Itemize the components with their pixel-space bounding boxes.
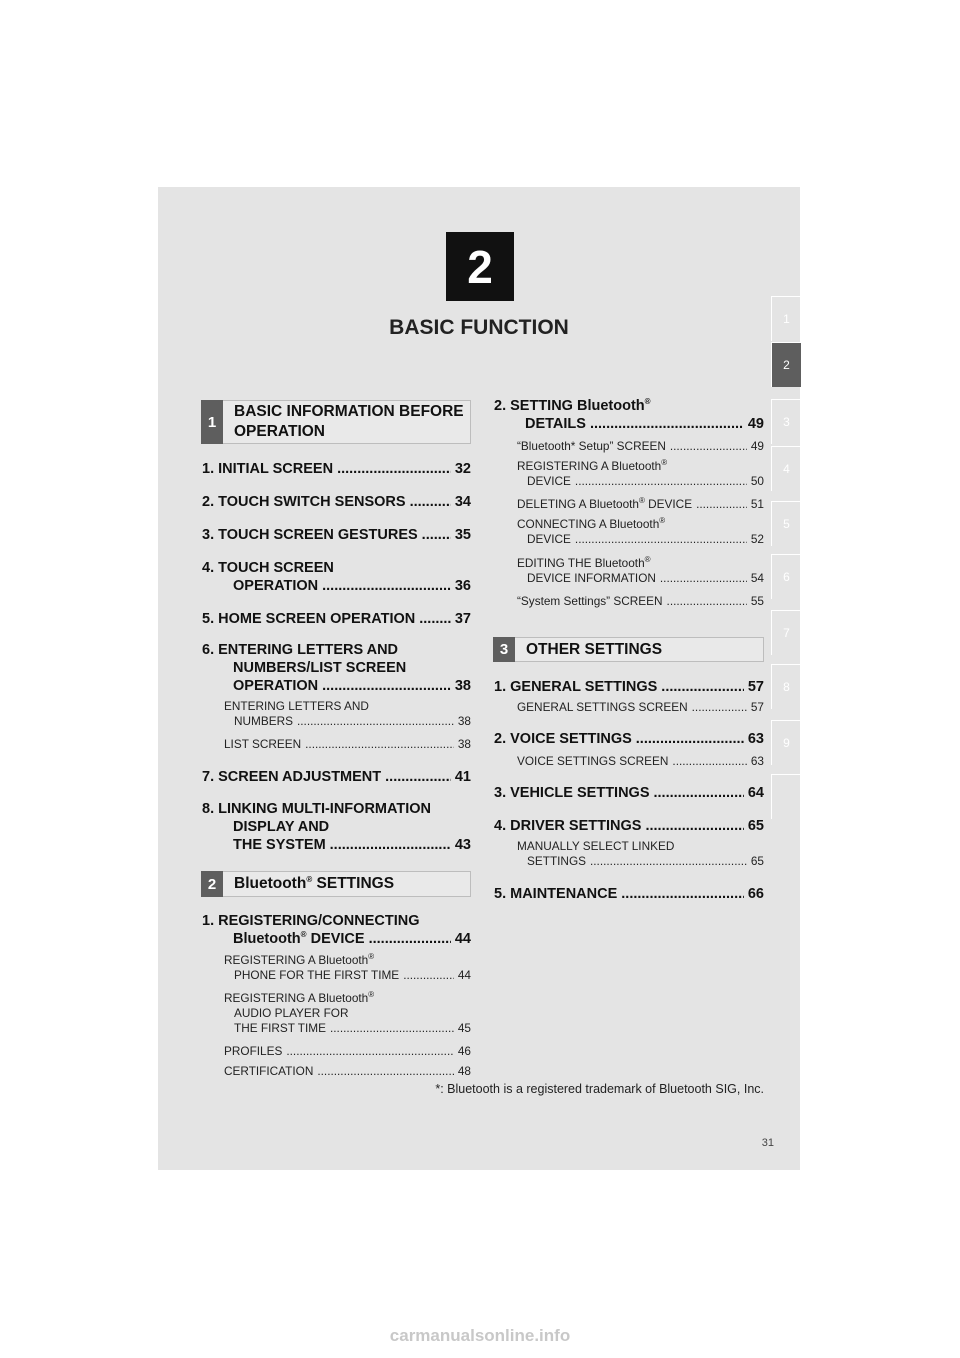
toc-entry[interactable]	[494, 730, 764, 748]
toc-subentry-title: REGISTERING A Bluetooth®	[224, 952, 375, 967]
toc-entry-title: 1. GENERAL SETTINGS	[494, 679, 658, 695]
toc-entry-title: 4. TOUCH SCREEN	[202, 560, 334, 576]
toc-entry[interactable]	[494, 885, 764, 903]
toc-subentry[interactable]	[517, 439, 764, 454]
toc-subentry[interactable]	[224, 699, 471, 729]
toc-entry-page: 66	[747, 886, 764, 902]
toc-subentry-title: MANUALLY SELECT LINKED	[517, 839, 675, 853]
toc-subentry-title: DEVICE INFORMATION	[527, 571, 656, 585]
toc-entry[interactable]	[202, 493, 471, 511]
toc-entry-title: 1. REGISTERING/CONNECTING	[202, 913, 420, 929]
toc-entry-page: 41	[454, 769, 471, 785]
toc-entry-page: 43	[454, 837, 471, 853]
toc-subentry[interactable]	[517, 754, 764, 769]
section-header-2	[201, 871, 471, 897]
toc-subentry[interactable]	[517, 459, 764, 489]
toc-subentry[interactable]	[517, 594, 764, 609]
toc-subentry-page: 46	[457, 1044, 471, 1058]
toc-entry[interactable]	[202, 641, 471, 695]
toc-subentry-page: 48	[457, 1064, 471, 1078]
toc-entry-page: 57	[747, 679, 764, 695]
toc-subentry-page: 49	[750, 439, 764, 453]
toc-subentry-page: 44	[457, 968, 471, 982]
toc-entry[interactable]	[494, 397, 764, 433]
toc-entry-title: 6. ENTERING LETTERS AND	[202, 642, 399, 658]
toc-subentry-title: CONNECTING A Bluetooth®	[517, 516, 666, 531]
toc-entry[interactable]	[202, 912, 471, 948]
chapter-title: BASIC FUNCTION	[389, 316, 569, 339]
toc-subentry[interactable]	[224, 991, 471, 1036]
section-number: 1	[201, 400, 223, 444]
footer-watermark: carmanualsonline.info	[389, 1326, 571, 1345]
section-number: 2	[201, 871, 223, 897]
toc-subentry[interactable]	[517, 497, 764, 512]
toc-entry[interactable]	[202, 610, 471, 628]
toc-entry[interactable]	[202, 460, 471, 478]
section-title: BASIC INFORMATION BEFORE OPERATION	[234, 403, 464, 440]
toc-entry-page: 44	[454, 931, 471, 947]
toc-subentry-page: 57	[750, 700, 764, 714]
toc-entry-title: NUMBERS/LIST SCREEN	[233, 660, 407, 676]
toc-subentry[interactable]	[224, 737, 471, 752]
toc-entry[interactable]	[202, 559, 471, 595]
toc-subentry-title: THE FIRST TIME	[234, 1021, 326, 1035]
toc-subentry[interactable]	[224, 1044, 471, 1059]
tab-4[interactable]: 4	[771, 446, 801, 491]
page-number: 31	[761, 1137, 774, 1149]
toc-subentry[interactable]	[224, 953, 471, 983]
toc-entry-title: 3. TOUCH SCREEN GESTURES	[202, 527, 418, 543]
toc-subentry-title: “System Settings” SCREEN	[517, 594, 663, 608]
toc-entry-title: 1. INITIAL SCREEN	[202, 461, 334, 477]
section-header-3	[493, 637, 764, 662]
toc-subentry-title: REGISTERING A Bluetooth®	[224, 990, 375, 1005]
toc-subentry-title: “Bluetooth* Setup” SCREEN	[517, 439, 666, 453]
toc-entry-page: 49	[747, 416, 764, 432]
tab-1[interactable]: 1	[771, 296, 801, 341]
toc-entry-title: DETAILS	[525, 416, 586, 432]
toc-subentry-title: PROFILES	[224, 1044, 283, 1058]
toc-subentry-title: CERTIFICATION	[224, 1064, 314, 1078]
toc-entry[interactable]	[494, 817, 764, 835]
toc-entry[interactable]	[202, 526, 471, 544]
toc-entry-title: 5. HOME SCREEN OPERATION	[202, 611, 416, 627]
toc-subentry[interactable]	[517, 517, 764, 547]
toc-entry-title: 3. VEHICLE SETTINGS	[494, 785, 650, 801]
toc-subentry-title: ENTERING LETTERS AND	[224, 699, 369, 713]
toc-subentry-title: REGISTERING A Bluetooth®	[517, 458, 668, 473]
toc-subentry-title: PHONE FOR THE FIRST TIME	[234, 968, 400, 982]
toc-entry-title: OPERATION	[233, 678, 319, 694]
toc-entry-title: OPERATION	[233, 578, 319, 594]
toc-entry-title: 7. SCREEN ADJUSTMENT	[202, 769, 382, 785]
toc-entry-title: THE SYSTEM	[233, 837, 326, 853]
toc-subentry-page: 45	[457, 1021, 471, 1035]
toc-entry-page: 35	[454, 527, 471, 543]
toc-subentry-title: LIST SCREEN	[224, 737, 302, 751]
tab-7[interactable]: 7	[771, 610, 801, 655]
section-title: OTHER SETTINGS	[526, 640, 663, 658]
toc-subentry-page: 51	[750, 497, 764, 511]
toc-subentry-title: NUMBERS	[234, 714, 293, 728]
toc-subentry-title: DELETING A Bluetooth® DEVICE	[517, 496, 693, 511]
toc-subentry-page: 38	[457, 737, 471, 751]
toc-subentry[interactable]	[517, 839, 764, 869]
section-title: Bluetooth® SETTINGS	[234, 874, 395, 892]
toc-entry[interactable]	[202, 800, 471, 854]
toc-entry-page: 63	[747, 731, 764, 747]
toc-entry[interactable]	[494, 678, 764, 696]
toc-entry-title: 2. SETTING Bluetooth®	[494, 397, 651, 414]
toc-entry-page: 36	[454, 578, 471, 594]
toc-subentry-title: DEVICE	[527, 474, 571, 488]
tab-6[interactable]: 6	[771, 554, 801, 599]
toc-entry-page: 34	[454, 494, 471, 510]
tab-2[interactable]: 2	[771, 342, 801, 387]
toc-entry-page: 38	[454, 678, 471, 694]
tab-8[interactable]: 8	[771, 664, 801, 709]
footnote: *: Bluetooth is a registered trademark of Bluetooth SIG, Inc.	[435, 1082, 764, 1096]
toc-subentry-page: 52	[750, 532, 764, 546]
toc-entry[interactable]	[494, 784, 764, 802]
toc-entry-title: 4. DRIVER SETTINGS	[494, 818, 642, 834]
toc-subentry[interactable]	[224, 1064, 471, 1079]
toc-subentry-page: 63	[750, 754, 764, 768]
toc-entry[interactable]	[202, 768, 471, 786]
toc-entry-title: 2. TOUCH SWITCH SENSORS	[202, 494, 406, 510]
toc-entry-title: Bluetooth® DEVICE	[233, 930, 365, 947]
toc-subentry-title: AUDIO PLAYER FOR	[234, 1006, 349, 1020]
toc-entry-page: 37	[454, 611, 471, 627]
toc-entry-title: 8. LINKING MULTI-INFORMATION	[202, 801, 432, 817]
section-number: 3	[493, 637, 515, 662]
toc-subentry-page: 50	[750, 474, 764, 488]
toc-entry-page: 32	[454, 461, 471, 477]
toc-subentry[interactable]	[517, 556, 764, 586]
toc-subentry-title: VOICE SETTINGS SCREEN	[517, 754, 669, 768]
toc-entry-title: 5. MAINTENANCE	[494, 886, 618, 902]
toc-entry-title: 2. VOICE SETTINGS	[494, 731, 632, 747]
tab-3[interactable]: 3	[771, 399, 801, 444]
toc-subentry-title: SETTINGS	[527, 854, 586, 868]
toc-subentry-page: 55	[750, 594, 764, 608]
tab-9[interactable]: 9	[771, 720, 801, 765]
tab-10[interactable]	[771, 774, 801, 819]
toc-subentry-page: 38	[457, 714, 471, 728]
toc-subentry[interactable]	[517, 700, 764, 715]
chapter-number: 2	[446, 232, 514, 301]
toc-entry-title: DISPLAY AND	[233, 819, 330, 835]
tab-5[interactable]: 5	[771, 501, 801, 546]
section-header-1	[201, 400, 471, 444]
toc-entry-page: 64	[747, 785, 764, 801]
toc-subentry-page: 65	[750, 854, 764, 868]
toc-subentry-page: 54	[750, 571, 764, 585]
toc-entry-page: 65	[747, 818, 764, 834]
toc-subentry-title: EDITING THE Bluetooth®	[517, 555, 651, 570]
toc-subentry-title: DEVICE	[527, 532, 571, 546]
toc-subentry-title: GENERAL SETTINGS SCREEN	[517, 700, 688, 714]
